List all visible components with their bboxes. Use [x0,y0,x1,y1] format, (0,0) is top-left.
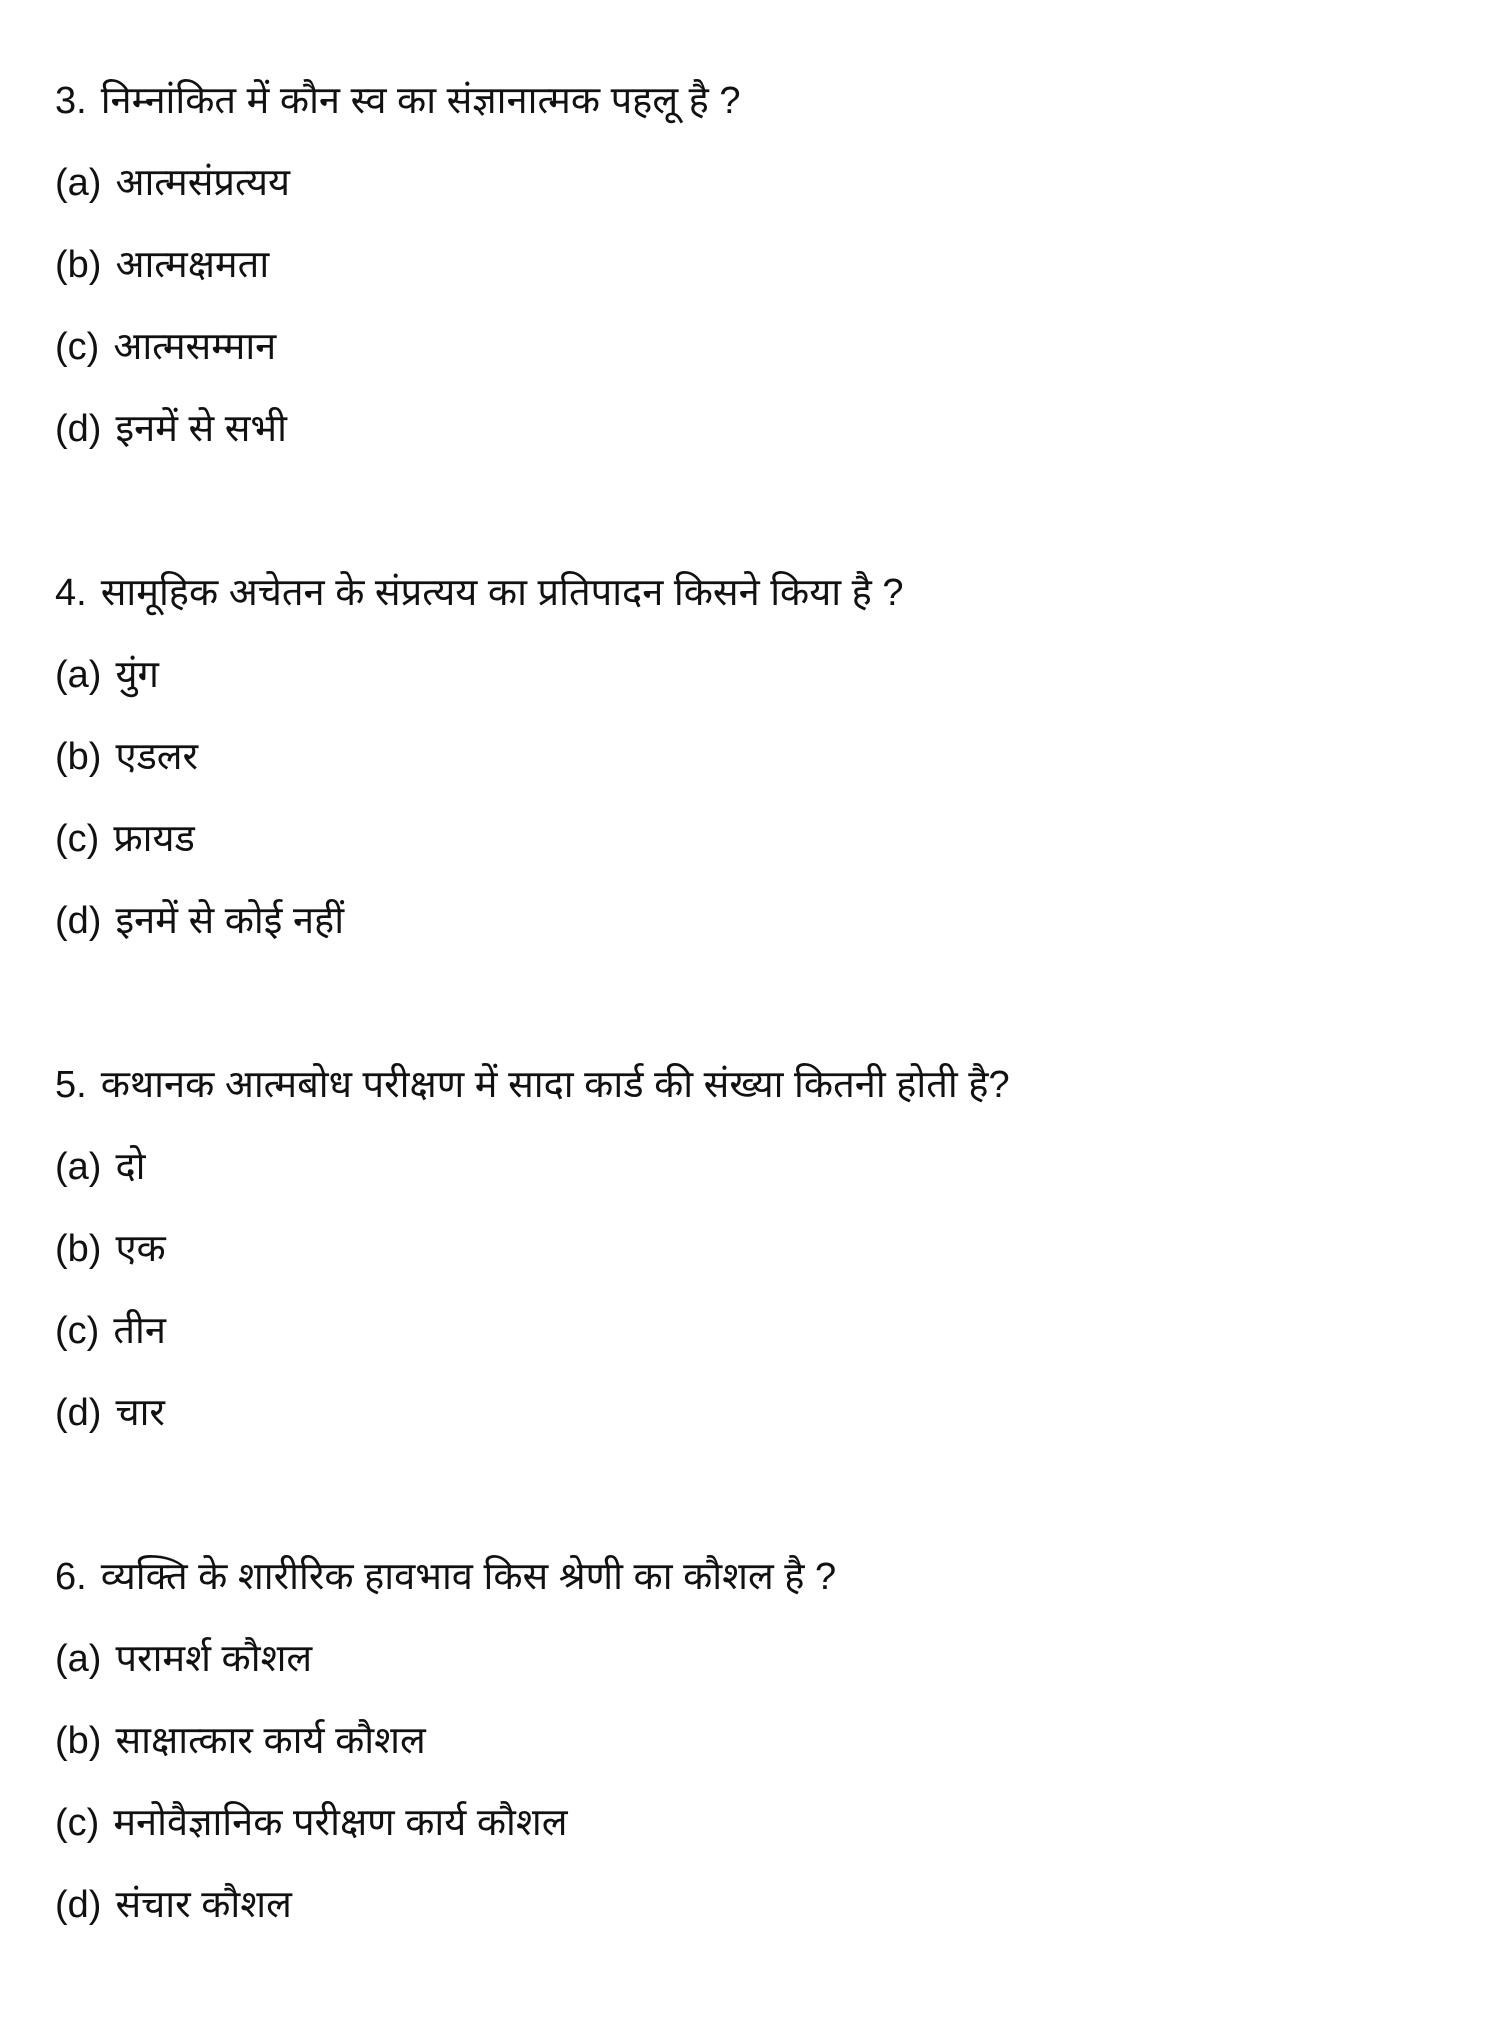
option-text: आत्मसंप्रत्यय [115,162,291,204]
answer-option [55,1700,836,1782]
question-number: 4. [55,572,87,614]
question-text [55,60,741,142]
option-text: दो [115,1146,146,1188]
option-label: (c) [55,1802,100,1844]
option-text: एडलर [115,736,199,778]
option-label: (c) [55,818,100,860]
answer-option [55,1290,1010,1372]
option-text: साक्षात्कार कार्य कौशल [115,1720,426,1762]
question-block [55,1044,1010,1454]
option-text: चार [115,1392,165,1434]
answer-option [55,716,904,798]
option-text: इनमें से कोई नहीं [115,900,345,942]
option-text: एक [115,1228,166,1270]
question-block [55,1536,836,1946]
option-label: (a) [55,1146,102,1188]
option-label: (d) [55,900,102,942]
option-label: (b) [55,736,102,778]
answer-option [55,798,904,880]
question-stem: कथानक आत्मबोध परीक्षण में सादा कार्ड की संख्या कितनी होती है? [100,1064,1010,1106]
option-text: फ्रायड [113,818,195,860]
question-number: 5. [55,1064,87,1106]
answer-option [55,142,741,224]
answer-option [55,1208,1010,1290]
answer-option [55,634,904,716]
option-text: तीन [113,1310,166,1352]
option-text: संचार कौशल [115,1884,292,1926]
option-label: (a) [55,162,102,204]
answer-option [55,388,741,470]
answer-option [55,224,741,306]
answer-option [55,880,904,962]
question-text [55,1536,836,1618]
option-label: (a) [55,654,102,696]
option-label: (b) [55,1720,102,1762]
option-label: (b) [55,1228,102,1270]
answer-option [55,1782,836,1864]
question-text [55,1044,1010,1126]
answer-option [55,1618,836,1700]
answer-option [55,306,741,388]
option-text: परामर्श कौशल [115,1638,313,1680]
option-label: (c) [55,1310,100,1352]
option-text: आत्मसम्मान [113,326,277,368]
option-label: (d) [55,408,102,450]
question-text [55,552,904,634]
question-block [55,60,741,470]
answer-option [55,1126,1010,1208]
question-stem: व्यक्ति के शारीरिक हावभाव किस श्रेणी का कौशल है ? [100,1556,837,1598]
option-text: युंग [115,654,159,696]
answer-option [55,1372,1010,1454]
question-stem: सामूहिक अचेतन के संप्रत्यय का प्रतिपादन किसने किया है ? [100,572,904,614]
option-label: (d) [55,1884,102,1926]
question-number: 3. [55,80,87,122]
answer-option [55,1864,836,1946]
option-text: इनमें से सभी [115,408,287,450]
option-text: आत्मक्षमता [115,244,270,286]
option-label: (d) [55,1392,102,1434]
question-number: 6. [55,1556,87,1598]
option-text: मनोवैज्ञानिक परीक्षण कार्य कौशल [113,1802,568,1844]
option-label: (a) [55,1638,102,1680]
question-block [55,552,904,962]
option-label: (b) [55,244,102,286]
option-label: (c) [55,326,100,368]
question-stem: निम्नांकित में कौन स्व का संज्ञानात्मक पहलू है ? [100,80,741,122]
